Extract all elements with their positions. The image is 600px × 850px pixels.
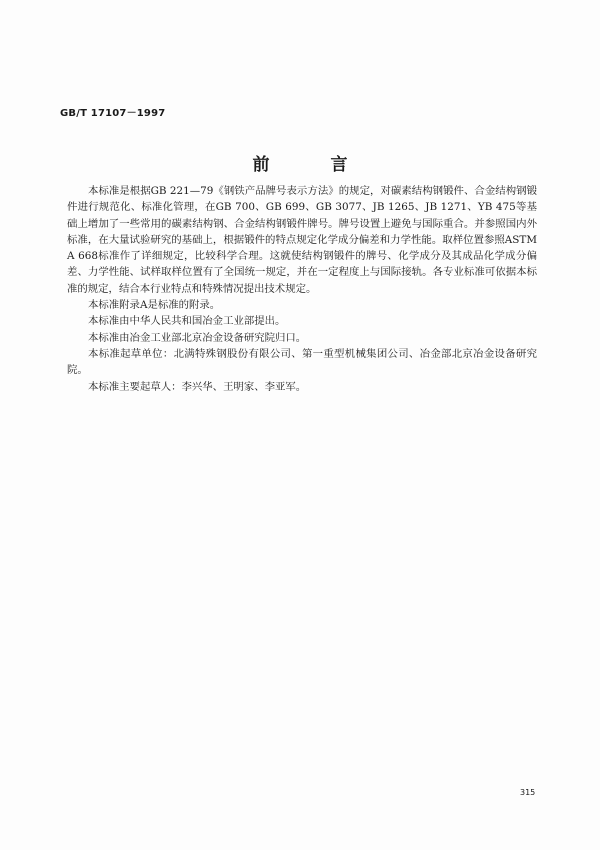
page-title: 前 言 (252, 155, 370, 175)
paragraph-drafting-units: 本标准起草单位：北满特殊钢股份有限公司、第一重型机械集团公司、冶金部北京冶金设备研究院。 (67, 347, 537, 377)
paragraph-drafters: 本标准主要起草人：李兴华、王明家、李亚军。 (88, 380, 307, 393)
paragraph-proposer: 本标准由中华人民共和国冶金工业部提出。 (88, 315, 286, 328)
page-number: 315 (520, 788, 536, 797)
foreword-body (67, 183, 537, 395)
paragraph-centralized: 本标准由冶金工业部北京冶金设备研究院归口。 (88, 331, 307, 344)
paragraph-intro: 本标准是根据GB 221—79《钢铁产品牌号表示方法》的规定，对碳素结构钢锻件、合金结构钢锻件进行规范化、标准化管理，在GB 700、GB 699、GB 3077、JB 1265、JB 1271、YB 475等基础上增加了一些常用的碳素结构钢、合金结构钢锻件牌号。牌号设置上避免与国际重合。并参照国内外标准，在大量试验研究的基础上，根据锻件的特点规定化学成分偏差和力学性能。取样位置参照ASTM A 668标准作了详细规定，比较科学合理。这就使结构钢锻件的牌号、化学成分及其成品化学成分偏差、力学性能、试样取样位置有了全国统一规定，并在一定程度上与国际接轨。各专业标准可依据本标准的规定，结合本行业特点和特殊情况提出技术规定。 (67, 185, 537, 295)
standard-code: GB/T 17107－1997 (60, 108, 166, 119)
paragraph-appendix: 本标准附录A是标准的附录。 (88, 299, 221, 312)
